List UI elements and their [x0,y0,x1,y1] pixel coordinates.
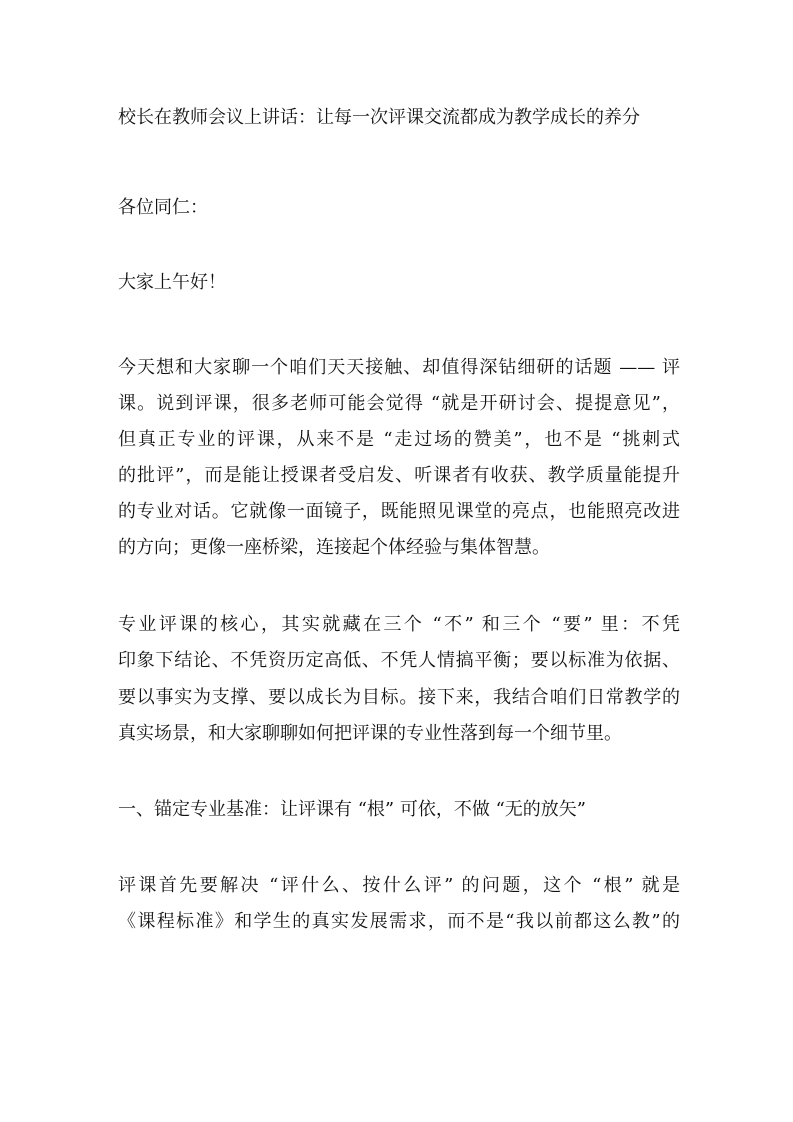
salutation: 各位同仁： [118,197,208,218]
paragraph-line: 专业评课的核心，其实就藏在三个 “不” 和三个 “要” 里：不凭 [118,614,680,635]
paragraph-line: 印象下结论、不凭资历定高低、不凭人情搞平衡；要以标准为依据、 [118,650,680,671]
section-heading: 一、锚定专业基准：让评课有 “根” 可依，不做 “无的放矢” [118,799,586,820]
paragraph-line: 的方向；更像一座桥梁，连接起个体经验与集体智慧。 [118,537,550,558]
paragraph-line: 的专业对话。它就像一面镜子，既能照见课堂的亮点，也能照亮改进 [118,501,680,522]
paragraph-line: 课。说到评课，很多老师可能会觉得 “就是开研讨会、提提意见”， [118,393,680,414]
paragraph-line: 真实场景，和大家聊聊如何把评课的专业性落到每一个细节里。 [118,723,622,744]
paragraph-line: 《课程标准》和学生的真实发展需求，而不是“我以前都这么教”的 [118,911,680,932]
paragraph-line: 今天想和大家聊一个咱们天天接触、却值得深钻细研的话题 —— 评 [118,357,680,378]
document-title: 校长在教师会议上讲话：让每一次评课交流都成为教学成长的养分 [118,107,640,128]
greeting: 大家上午好！ [118,272,226,293]
paragraph-line: 要以事实为支撑、要以成长为目标。接下来，我结合咱们日常教学的 [118,687,680,708]
paragraph-line: 但真正专业的评课，从来不是 “走过场的赞美”，也不是 “挑刺式 [118,429,680,450]
paragraph-line: 的批评”，而是能让授课者受启发、听课者有收获、教学质量能提升 [118,465,680,486]
paragraph-line: 评课首先要解决 “评什么、按什么评” 的问题，这个 “根” 就是 [118,875,680,896]
